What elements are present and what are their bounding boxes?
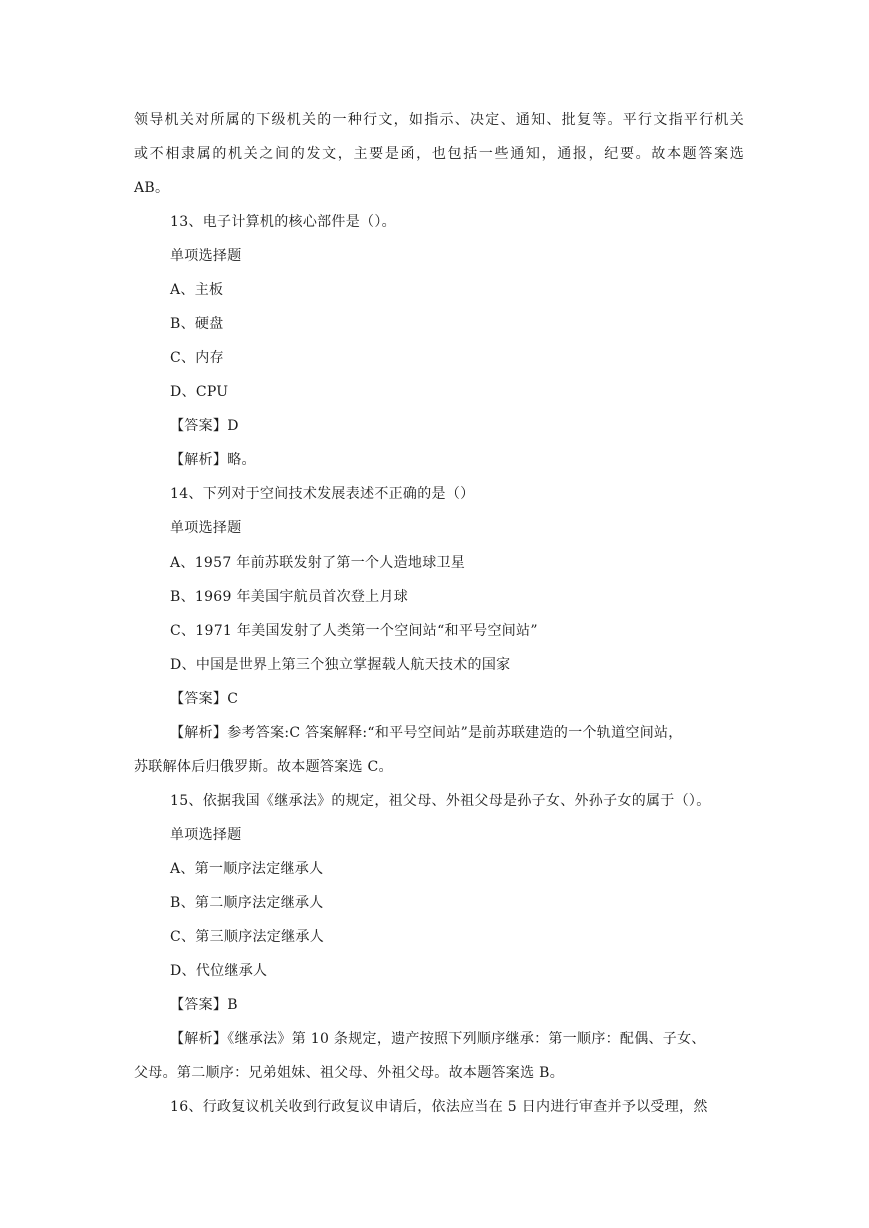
q14-option-a: A、1957 年前苏联发射了第一个人造地球卫星 <box>170 555 466 571</box>
q13-stem: 13、电子计算机的核心部件是（）。 <box>170 214 396 230</box>
q14-analysis-line-1: 【解析】参考答案:C 答案解释:“和平号空间站”是前苏联建造的一个轨道空间站， <box>170 725 683 741</box>
q15-stem: 15、依据我国《继承法》的规定，祖父母、外祖父母是孙子女、外孙子女的属于（）。 <box>170 793 711 809</box>
q14-option-c: C、1971 年美国发射了人类第一个空间站“和平号空间站” <box>170 623 538 639</box>
intro-line-2: 或不相隶属的机关之间的发文，主要是函，也包括一些通知，通报，纪要。故本题答案选 <box>134 146 744 162</box>
q15-analysis-line-1: 【解析】《继承法》第 10 条规定，遗产按照下列顺序继承：第一顺序：配偶、子女、 <box>170 1031 706 1047</box>
q13-analysis: 【解析】略。 <box>170 452 256 468</box>
q15-analysis-line-2: 父母。第二顺序：兄弟姐妹、祖父母、外祖父母。故本题答案选 B。 <box>134 1065 565 1081</box>
q13-type: 单项选择题 <box>170 248 242 264</box>
q13-option-c: C、内存 <box>170 350 224 366</box>
q14-option-b: B、1969 年美国宇航员首次登上月球 <box>170 589 409 605</box>
q16-stem-line-1: 16、行政复议机关收到行政复议申请后，依法应当在 5 日内进行审查并予以受理，然 <box>170 1099 708 1115</box>
q15-option-a: A、第一顺序法定继承人 <box>170 861 324 877</box>
q15-type: 单项选择题 <box>170 827 242 843</box>
q13-answer: 【答案】D <box>170 418 239 434</box>
q15-option-b: B、第二顺序法定继承人 <box>170 895 324 911</box>
q14-type: 单项选择题 <box>170 520 242 536</box>
q14-analysis-line-2: 苏联解体后归俄罗斯。故本题答案选 C。 <box>134 759 393 775</box>
q15-option-d: D、代位继承人 <box>170 963 268 979</box>
q13-option-d: D、CPU <box>170 384 229 400</box>
intro-line-3: AB。 <box>134 180 170 196</box>
q14-answer: 【答案】C <box>170 691 239 707</box>
q14-stem: 14、下列对于空间技术发展表述不正确的是（） <box>170 486 475 502</box>
q15-answer: 【答案】B <box>170 997 238 1013</box>
q14-option-d: D、中国是世界上第三个独立掌握载人航天技术的国家 <box>170 657 511 673</box>
q15-option-c: C、第三顺序法定继承人 <box>170 929 325 945</box>
q13-option-a: A、主板 <box>170 282 224 298</box>
q13-option-b: B、硬盘 <box>170 316 224 332</box>
intro-line-1: 领导机关对所属的下级机关的一种行文，如指示、决定、通知、批复等。平行文指平行机关 <box>134 112 744 128</box>
